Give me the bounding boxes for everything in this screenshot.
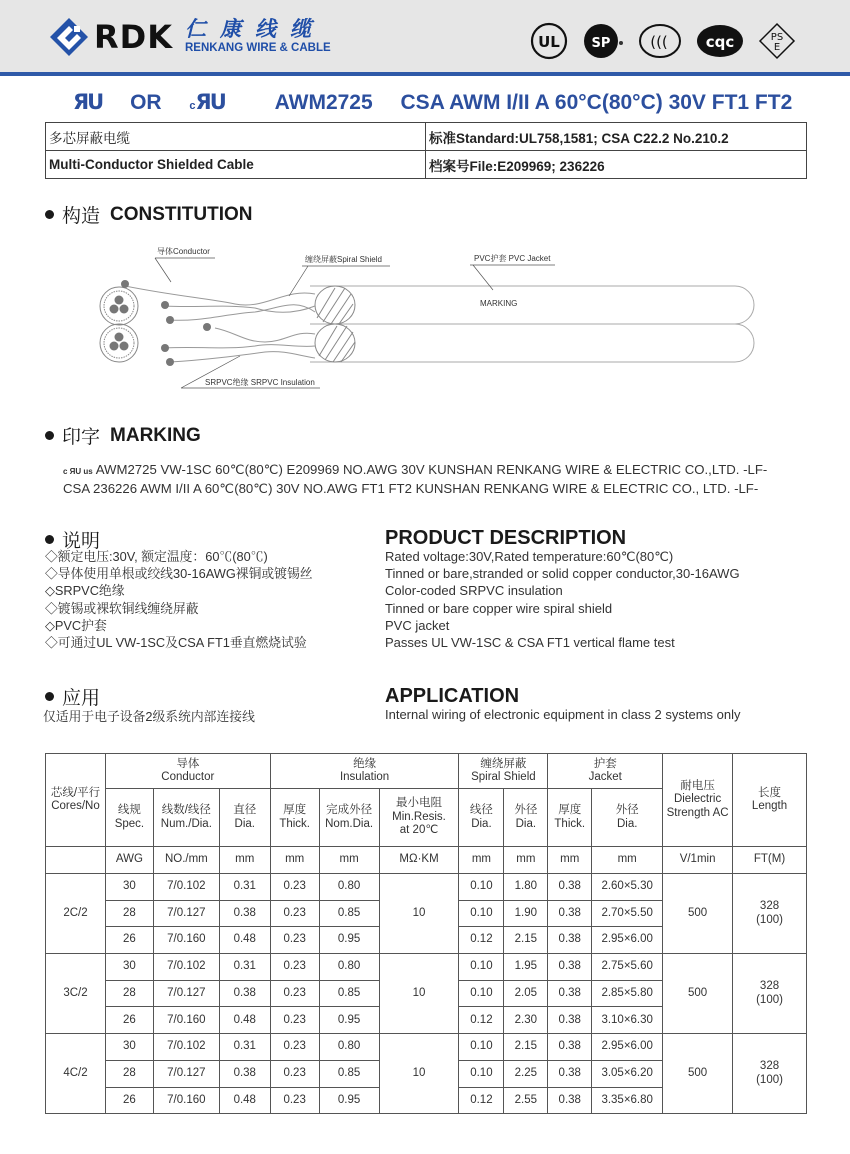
description-heading-cn-text: 说明: [62, 531, 101, 552]
ul-cert-icon: [530, 22, 568, 60]
resistance-cell: 10: [379, 1034, 459, 1114]
csa-cert-icon: [582, 22, 624, 60]
application-text-en: Internal wiring of electronic equipment in class 2 systems only: [385, 707, 741, 722]
cul-recognized-icon: ЯU: [195, 90, 225, 114]
jacket-label: PVC护套 PVC Jacket: [474, 254, 551, 263]
product-name-cn: 多芯屏蔽电缆: [46, 123, 426, 151]
pse-cert-icon: [758, 22, 796, 60]
description-item-en: Tinned or bare,stranded or solid copper conductor,30-16AWG: [385, 566, 740, 582]
file-info: 档案号File:E209969; 236226: [426, 151, 807, 179]
cores-cell: 3C/2: [46, 954, 106, 1034]
page-header: [0, 0, 850, 76]
header-insulation: 绝缘 Insulation: [270, 754, 459, 789]
cores-cell: 4C/2: [46, 1034, 106, 1114]
dielectric-cell: 500: [663, 954, 733, 1034]
description-heading-en: PRODUCT DESCRIPTION: [385, 527, 627, 549]
marking-heading-en: MARKING: [110, 424, 201, 446]
conductor-label: 导体Conductor: [157, 247, 210, 256]
spiral-shield-label: 缠绕屏蔽Spiral Shield: [305, 255, 382, 264]
ccc-cert-icon: [638, 23, 682, 59]
marking-line-1: AWM2725 VW-1SC 60℃(80℃) E209969 NO.AWG 30V KUNSHAN RENKANG WIRE & ELECTRIC CO.,LTD. -LF-: [95, 462, 768, 477]
marking-heading: [45, 422, 201, 449]
description-item-en: Color-coded SRPVC insulation: [385, 583, 563, 599]
marking-label: MARKING: [480, 299, 518, 308]
header-shield-od: 外径 Dia.: [504, 789, 548, 847]
description-list-en: [385, 548, 740, 651]
dielectric-cell: 500: [663, 1034, 733, 1114]
svg-text:cqc: cqc: [705, 33, 735, 51]
description-item-en: Tinned or bare copper wire spiral shield: [385, 600, 613, 616]
header-cores: 芯线/平行 Cores/No: [46, 754, 106, 847]
header-length: 长度 Length: [733, 754, 807, 847]
ul-recognized-icon: ЯU: [73, 90, 103, 114]
constitution-heading: [45, 201, 253, 228]
bullet-icon: [45, 692, 54, 701]
description-item-cn: ◇额定电压:30V, 额定温度：60℃(80℃): [45, 549, 268, 564]
table-row: 28 7/0.127 0.38 0.23 0.85 0.10 2.25 0.38 3.05×6.20: [46, 1060, 807, 1087]
marking-heading-cn: 印字: [62, 427, 101, 448]
description-list-cn: [45, 548, 313, 651]
description-item-en: Passes UL VW-1SC & CSA FT1 vertical flame test: [385, 635, 675, 651]
description-item-cn: ◇SRPVC绝缘: [45, 583, 125, 599]
constitution-heading-en: CONSTITUTION: [110, 203, 253, 225]
header-jacket-od: 外径 Dia.: [592, 789, 663, 847]
description-item-en: Rated voltage:30V,Rated temperature:60℃(80℃): [385, 549, 674, 564]
bullet-icon: [45, 535, 54, 544]
svg-text:PS: PS: [770, 32, 784, 43]
svg-text:UL: UL: [538, 33, 560, 51]
brand-logo-text: RDK: [94, 18, 173, 56]
header-dia: 直径 Dia.: [219, 789, 270, 847]
brand-logo: [50, 18, 331, 56]
spec-table: [45, 753, 807, 1114]
header-dielectric: 耐电压 Dielectric Strength AC: [663, 754, 733, 847]
units-row: AWG NO./mm mm mm mm MΩ·KM mm mm mm mm V/1min FT(M): [46, 847, 807, 874]
page-title: [73, 90, 814, 115]
header-nom-dia: 完成外径 Nom.Dia.: [319, 789, 379, 847]
header-jacket-thick: 厚度 Thick.: [548, 789, 592, 847]
header-shield-dia: 线径 Dia.: [459, 789, 504, 847]
header-num-dia: 线数/线径 Num./Dia.: [153, 789, 219, 847]
brand-name-cn: 仁康线缆: [185, 18, 325, 41]
cable-construction-diagram: [95, 238, 755, 398]
length-cell: 328 (100): [733, 1034, 807, 1114]
table-row: 3C/2 30 7/0.102 0.31 0.23 0.80 10 0.10 1.95 0.38 2.75×5.60 500 328 (100): [46, 954, 807, 981]
table-row: 26 7/0.160 0.48 0.23 0.95 0.12 2.15 0.38 2.95×6.00: [46, 927, 807, 954]
description-item-en: PVC jacket: [385, 617, 450, 633]
length-cell: 328 (100): [733, 874, 807, 954]
svg-text:(((: (((: [650, 33, 668, 51]
description-item-cn: ◇PVC护套: [45, 617, 107, 633]
description-item-cn: ◇可通过UL VW-1SC及CSA FT1垂直燃烧试验: [45, 635, 307, 651]
insulation-label: SRPVC绝缘 SRPVC Insulation: [205, 378, 315, 387]
resistance-cell: 10: [379, 874, 459, 954]
table-row: 28 7/0.127 0.38 0.23 0.85 0.10 2.05 0.38 2.85×5.80: [46, 980, 807, 1007]
application-text-cn: 仅适用于电子设备2级系统内部连接线: [43, 709, 255, 724]
header-spec: 线规 Spec.: [105, 789, 153, 847]
title-awm: AWM2725: [274, 91, 373, 114]
product-name-en: Multi-Conductor Shielded Cable: [46, 151, 426, 179]
certification-logos: [530, 22, 796, 60]
cqc-cert-icon: [696, 23, 744, 59]
svg-text:SP: SP: [591, 36, 611, 51]
cul-prefix: c: [189, 100, 196, 112]
brand-name-en: RENKANG WIRE & CABLE: [185, 42, 331, 54]
standard-info: 标准Standard:UL758,1581; CSA C22.2 No.210.2: [426, 123, 807, 151]
dielectric-cell: 500: [663, 874, 733, 954]
application-heading-cn-text: 应用: [62, 688, 101, 709]
rdk-diamond-icon: [50, 18, 88, 56]
table-row: 28 7/0.127 0.38 0.23 0.85 0.10 1.90 0.38 2.70×5.50: [46, 900, 807, 927]
table-row: 2C/2 30 7/0.102 0.31 0.23 0.80 10 0.10 1.80 0.38 2.60×5.30 500 328 (100): [46, 874, 807, 901]
title-or: OR: [130, 91, 162, 114]
svg-text:E: E: [773, 42, 781, 53]
bullet-icon: [45, 210, 54, 219]
application-heading-en: APPLICATION: [385, 685, 520, 707]
table-row: 26 7/0.160 0.48 0.23 0.95 0.12 2.55 0.38 3.35×6.80: [46, 1087, 807, 1114]
header-thick: 厚度 Thick.: [270, 789, 319, 847]
table-row: 26 7/0.160 0.48 0.23 0.95 0.12 2.30 0.38 3.10×6.30: [46, 1007, 807, 1034]
cores-cell: 2C/2: [46, 874, 106, 954]
marking-line-2: CSA 236226 AWM I/II A 60℃(80℃) 30V NO.AWG FT1 FT2 KUNSHAN RENKANG WIRE & ELECTRIC CO., LTD. -LF-: [63, 481, 759, 496]
cul-us-icon: c ЯU us: [63, 467, 93, 476]
marking-text: [63, 461, 767, 497]
resistance-cell: 10: [379, 954, 459, 1034]
header-min-resis: 最小电阻 Min.Resis. at 20℃: [379, 789, 459, 847]
header-jacket: 护套 Jacket: [548, 754, 663, 789]
header-conductor: 导体 Conductor: [105, 754, 270, 789]
header-spiral-shield: 缠绕屏蔽 Spiral Shield: [459, 754, 548, 789]
info-table: [45, 122, 807, 179]
bullet-icon: [45, 431, 54, 440]
title-csa: CSA AWM I/II A 60°C(80°C) 30V FT1 FT2: [400, 91, 793, 114]
table-row: 4C/2 30 7/0.102 0.31 0.23 0.80 10 0.10 2.15 0.38 2.95×6.00 500 328 (100): [46, 1034, 807, 1061]
constitution-heading-cn: 构造: [62, 206, 101, 227]
length-cell: 328 (100): [733, 954, 807, 1034]
description-item-cn: ◇镀锡或裸软铜线缠绕屏蔽: [45, 600, 199, 616]
description-item-cn: ◇导体使用单根或绞线30-16AWG裸铜或镀锡丝: [45, 566, 313, 582]
